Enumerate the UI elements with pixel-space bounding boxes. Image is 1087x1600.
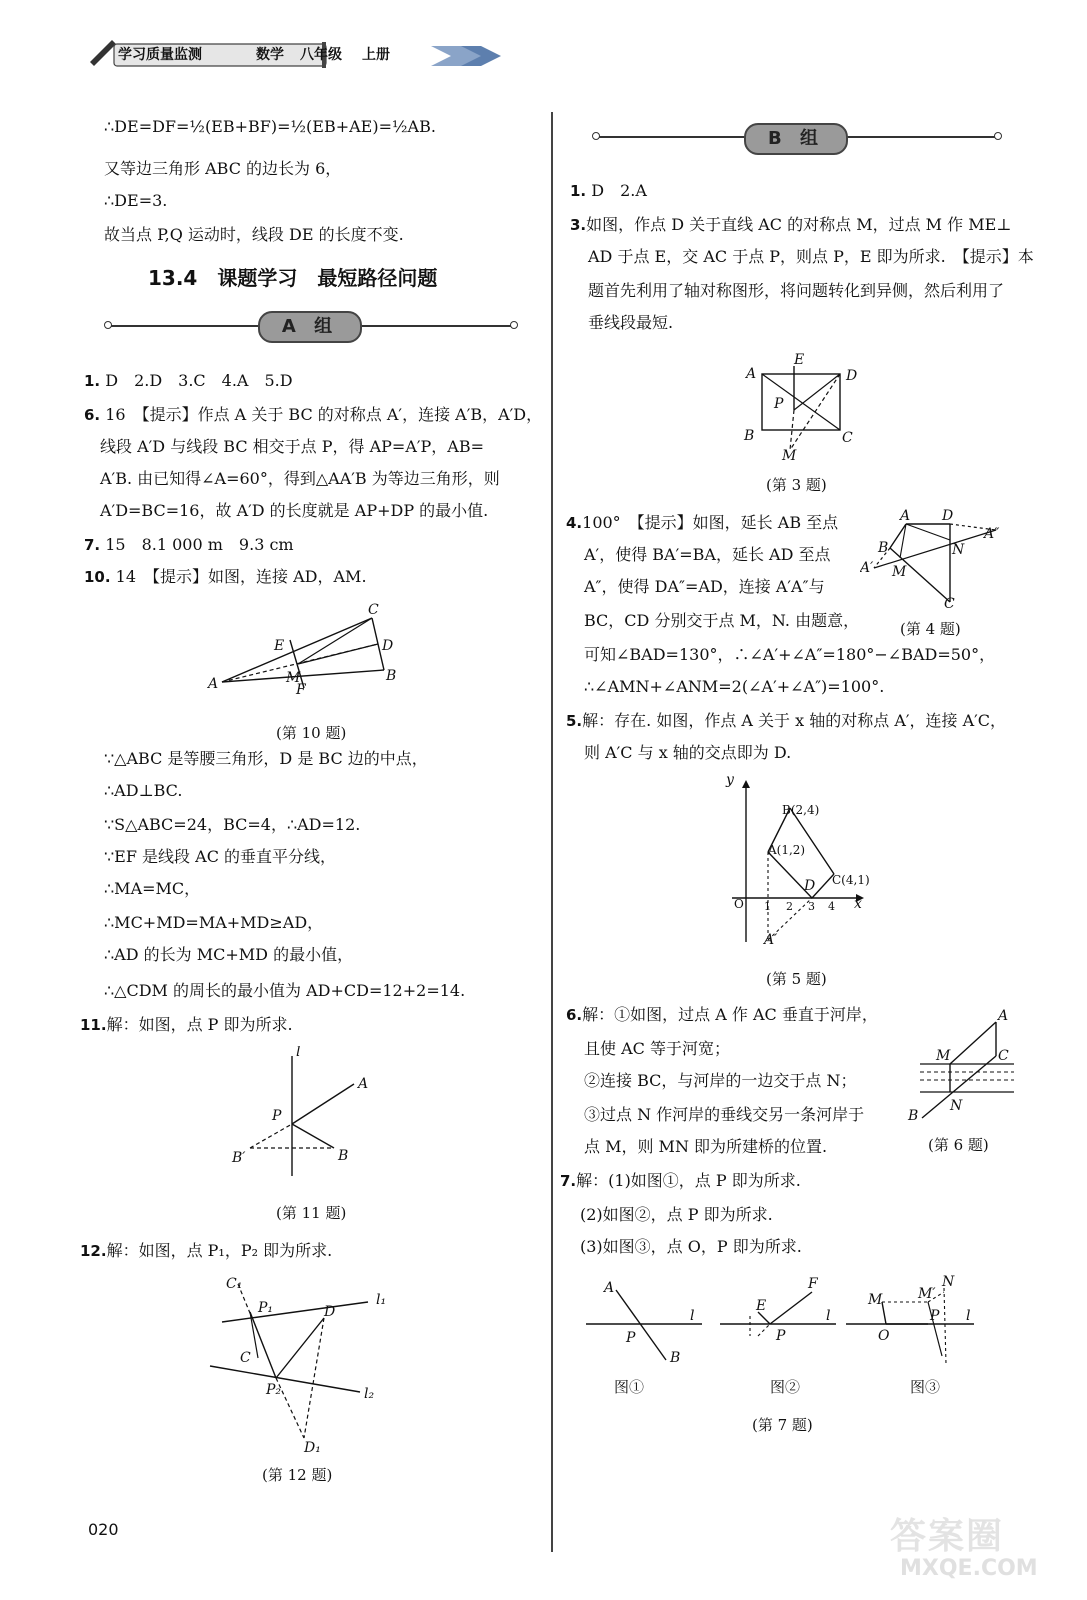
fig-label: D bbox=[846, 368, 858, 384]
group-a-badge: A 组 bbox=[258, 311, 362, 343]
answer-text: 解：如图，点 P₁，P₂ 即为所求. bbox=[106, 1241, 333, 1260]
subfig-label: 图① bbox=[614, 1378, 645, 1396]
fig-label: O bbox=[734, 897, 744, 911]
column-divider bbox=[551, 112, 553, 1552]
fig-label: C₁ bbox=[226, 1276, 243, 1292]
answer-text: 解：存在. 如图，作点 A 关于 x 轴的对称点 A′，连接 A′C， bbox=[582, 711, 1007, 730]
fig-label: P bbox=[930, 1308, 940, 1324]
figure-caption: (第 6 题) bbox=[928, 1136, 989, 1154]
fig-label: C bbox=[240, 1350, 251, 1366]
fig-label: P₂ bbox=[266, 1382, 282, 1398]
fig-label: B bbox=[670, 1350, 681, 1366]
fig-label: D bbox=[324, 1304, 336, 1320]
fig-label: P bbox=[626, 1330, 636, 1346]
figure-5 bbox=[724, 776, 874, 948]
answer-text: 15 8.1 000 m 9.3 cm bbox=[105, 535, 294, 554]
answer-num: 6. bbox=[566, 1006, 583, 1024]
page-number: 020 bbox=[88, 1520, 119, 1539]
fig-label: A′ bbox=[764, 932, 778, 948]
answer-text: ∴∠AMN+∠ANM=2(∠A′+∠A″)=100°. bbox=[584, 677, 885, 696]
fig-label: M′ bbox=[918, 1286, 936, 1302]
answer-text: 解：如图，点 P 即为所求. bbox=[106, 1015, 293, 1034]
answer-text: 可知∠BAD=130°，∴∠A′+∠A″=180°−∠BAD=50°， bbox=[584, 645, 996, 664]
fig-label: D₁ bbox=[304, 1440, 321, 1456]
fig-label: B′ bbox=[232, 1150, 246, 1166]
fig-label: M bbox=[286, 670, 301, 686]
figure-caption: (第 10 题) bbox=[276, 724, 347, 742]
header-volume: 上册 bbox=[362, 47, 390, 63]
answer-text: 线段 A′D 与线段 BC 相交于点 P，得 AP=A′P，AB= bbox=[100, 437, 484, 456]
fig-label: A bbox=[358, 1076, 369, 1092]
figure-10 bbox=[200, 598, 420, 708]
q10-line: ∴AD⊥BC. bbox=[104, 781, 183, 800]
answer-text: ②连接 BC，与河岸的一边交于点 N； bbox=[584, 1071, 857, 1090]
answer-num: 1. bbox=[570, 182, 587, 200]
figure-caption: (第 5 题) bbox=[766, 970, 827, 988]
answer-num: 4. bbox=[566, 514, 583, 532]
figure-7 bbox=[580, 1272, 1000, 1396]
fig-label: A(1,2) bbox=[768, 843, 806, 857]
fig-label: y bbox=[726, 776, 734, 788]
fig-label: A bbox=[604, 1280, 615, 1296]
q10-line: ∴MA=MC， bbox=[104, 879, 201, 898]
answer-text: ③过点 N 作河岸的垂线交另一条河岸于 bbox=[584, 1105, 865, 1124]
figure-caption: (第 4 题) bbox=[900, 620, 961, 638]
fig-label: N bbox=[942, 1274, 955, 1290]
answer-text: 100° 【提示】如图，延长 AB 至点 bbox=[582, 513, 839, 532]
fig-label: x bbox=[854, 896, 862, 912]
fig-label: l bbox=[296, 1046, 301, 1060]
answer-text: 则 A′C 与 x 轴的交点即为 D. bbox=[584, 743, 792, 762]
figure-caption: (第 11 题) bbox=[276, 1204, 347, 1222]
fig-label: C bbox=[944, 596, 955, 612]
fig-label: E bbox=[756, 1298, 767, 1314]
rule-end-dot bbox=[104, 321, 112, 329]
answer-text: A′D=BC=16，故 A′D 的长度就是 AP+DP 的最小值. bbox=[100, 501, 489, 520]
answer-text: 14 【提示】如图，连接 AD，AM. bbox=[115, 567, 367, 586]
fig-label: P bbox=[272, 1108, 282, 1124]
answer-num: 12. bbox=[80, 1242, 107, 1260]
left-line-4: 故当点 P,Q 运动时，线段 DE 的长度不变. bbox=[104, 225, 404, 244]
answer-text: D 2.D 3.C 4.A 5.D bbox=[105, 371, 293, 390]
fig-label: P₁ bbox=[258, 1300, 274, 1316]
q10-line: ∴MC+MD=MA+MD≥AD， bbox=[104, 913, 324, 932]
answer-num: 10. bbox=[84, 568, 111, 586]
tick-label: 3 bbox=[808, 900, 815, 913]
fig-label: l₁ bbox=[376, 1292, 387, 1308]
fig-label: C(4,1) bbox=[832, 873, 870, 887]
fig-label: E bbox=[794, 352, 805, 368]
rule-end-dot bbox=[994, 132, 1002, 140]
left-line-1: ∴DE=DF=½(EB+BF)=½(EB+AE)=½AB. bbox=[104, 117, 436, 136]
fig-label: F bbox=[808, 1276, 818, 1292]
watermark-en: MXQE.COM bbox=[900, 1556, 1038, 1581]
answer-text: A″，使得 DA″=AD，连接 A′A″与 bbox=[584, 577, 825, 596]
answer-num: 7. bbox=[560, 1172, 577, 1190]
fig-label: O bbox=[878, 1328, 890, 1344]
q10-line: ∵△ABC 是等腰三角形，D 是 BC 边的中点， bbox=[104, 749, 428, 768]
left-line-2: 又等边三角形 ABC 的边长为 6， bbox=[104, 159, 342, 178]
answer-text: A′B. 由已知得∠A=60°，得到△AA′B 为等边三角形，则 bbox=[100, 469, 500, 488]
fig-label: A bbox=[998, 1008, 1009, 1024]
answer-text: A′，使得 BA′=BA，延长 AD 至点 bbox=[584, 545, 831, 564]
figure-caption: (第 3 题) bbox=[766, 476, 827, 494]
answer-text: (3)如图③，点 O，P 即为所求. bbox=[580, 1237, 802, 1256]
fig-label: A″ bbox=[984, 526, 1000, 542]
fig-label: A′ bbox=[860, 560, 874, 576]
figure-3 bbox=[736, 346, 876, 466]
answer-text: 16 【提示】作点 A 关于 BC 的对称点 A′，连接 A′B，A′D， bbox=[105, 405, 543, 424]
tick-label: 1 bbox=[764, 900, 771, 913]
q10-line: ∴△CDM 的周长的最小值为 AD+CD=12+2=14. bbox=[104, 981, 466, 1000]
q10-line: ∵EF 是线段 AC 的垂直平分线， bbox=[104, 847, 337, 866]
pen-icon bbox=[90, 40, 116, 66]
answer-text: BC，CD 分别交于点 M，N. 由题意， bbox=[584, 611, 860, 630]
fig-label: D bbox=[382, 638, 394, 654]
fig-label: B bbox=[878, 540, 889, 556]
fig-label: A bbox=[900, 508, 911, 524]
answer-text: 且使 AC 等于河宽； bbox=[584, 1039, 730, 1058]
q10-line: ∴AD 的长为 MC+MD 的最小值， bbox=[104, 945, 354, 964]
fig-label: A bbox=[746, 366, 757, 382]
figure-4 bbox=[860, 508, 1010, 612]
answer-num: 6. bbox=[84, 406, 101, 424]
header-grade: 八年级 bbox=[300, 47, 342, 63]
answer-text: D 2.A bbox=[591, 181, 647, 200]
rule-end-dot bbox=[592, 132, 600, 140]
fig-label: l₂ bbox=[364, 1386, 375, 1402]
fig-label: A bbox=[208, 676, 219, 692]
left-line-3: ∴DE=3. bbox=[104, 191, 168, 210]
figure-caption: (第 7 题) bbox=[752, 1416, 813, 1434]
answer-text: 如图，作点 D 关于直线 AC 的对称点 M，过点 M 作 ME⊥ bbox=[586, 215, 1012, 234]
fig-label: M bbox=[868, 1292, 883, 1308]
fig-label: B bbox=[386, 668, 397, 684]
answer-text: 垂线段最短. bbox=[588, 313, 674, 332]
fig-label: M bbox=[936, 1048, 951, 1064]
watermark-cn: 答案圈 bbox=[890, 1516, 1005, 1557]
fig-label: l bbox=[966, 1308, 971, 1324]
fig-label: B bbox=[908, 1108, 919, 1124]
section-title: 13.4 课题学习 最短路径问题 bbox=[148, 266, 438, 290]
answer-num: 3. bbox=[570, 216, 587, 234]
fig-label: C bbox=[368, 602, 379, 618]
subfig-label: 图③ bbox=[910, 1378, 941, 1396]
answer-text: AD 于点 E，交 AC 于点 P，则点 P，E 即为所求. 【提示】本 bbox=[588, 247, 1034, 266]
fig-label: M bbox=[892, 564, 907, 580]
answer-num: 11. bbox=[80, 1016, 107, 1034]
header-subject: 数学 bbox=[256, 47, 284, 63]
header-series: 学习质量监测 bbox=[118, 47, 202, 63]
fig-label: D bbox=[942, 508, 954, 524]
fig-label: F bbox=[296, 682, 306, 698]
q10-line: ∵S△ABC=24，BC=4，∴AD=12. bbox=[104, 815, 361, 834]
fig-label: P bbox=[776, 1328, 786, 1344]
group-b-badge: B 组 bbox=[744, 123, 848, 155]
answer-num: 1. bbox=[84, 372, 101, 390]
fig-label: N bbox=[950, 1098, 963, 1114]
fig-label: C bbox=[842, 430, 853, 446]
answer-text: 题首先利用了轴对称图形，将问题转化到异侧，然后利用了 bbox=[588, 281, 1005, 300]
answer-text: (2)如图②，点 P 即为所求. bbox=[580, 1205, 773, 1224]
subfig-label: 图② bbox=[770, 1378, 801, 1396]
fig-label: l bbox=[690, 1308, 695, 1324]
fig-label: D bbox=[804, 878, 816, 894]
answer-num: 7. bbox=[84, 536, 101, 554]
figure-12 bbox=[200, 1270, 400, 1460]
fig-label: C bbox=[998, 1048, 1009, 1064]
answer-num: 5. bbox=[566, 712, 583, 730]
fig-label: E bbox=[274, 638, 285, 654]
fig-label: B bbox=[338, 1148, 349, 1164]
tick-label: 2 bbox=[786, 900, 793, 913]
fig-label: P bbox=[774, 396, 784, 412]
figure-11 bbox=[226, 1046, 386, 1180]
answer-text: 点 M，则 MN 即为所建桥的位置. bbox=[584, 1137, 828, 1156]
figure-6 bbox=[904, 1002, 1024, 1126]
fig-label: M bbox=[782, 448, 797, 464]
fig-label: N bbox=[952, 542, 965, 558]
fig-label: B bbox=[744, 428, 755, 444]
answer-text: 解：①如图，过点 A 作 AC 垂直于河岸， bbox=[582, 1005, 878, 1024]
figure-caption: (第 12 题) bbox=[262, 1466, 333, 1484]
rule-end-dot bbox=[510, 321, 518, 329]
answer-text: 解：(1)如图①，点 P 即为所求. bbox=[576, 1171, 801, 1190]
fig-label: l bbox=[826, 1308, 831, 1324]
fig-label: B(2,4) bbox=[782, 803, 820, 817]
tick-label: 4 bbox=[828, 900, 835, 913]
